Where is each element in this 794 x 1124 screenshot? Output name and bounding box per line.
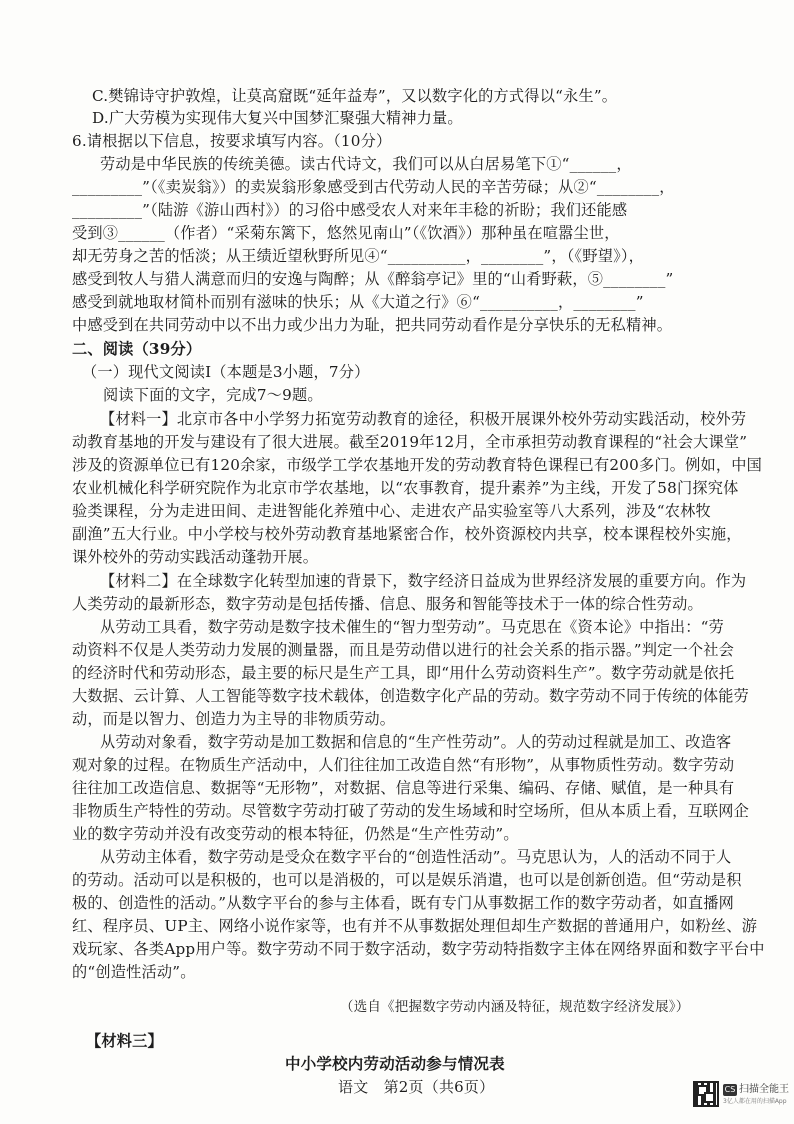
question-6-prompt: 6.请根据以下信息，按要求填写内容。（10分） bbox=[72, 132, 392, 150]
material-2-line: 的经济时代和劳动形态，最主要的标尺是生产工具，即“用什么劳动资料生产”。数字劳动就是依托 bbox=[72, 664, 735, 682]
q6-line: 劳动是中华民族的传统美德。读古代诗文，我们可以从白居易笔下①“______， bbox=[100, 155, 632, 173]
sub-heading: （一）现代文阅读Ⅰ（本题是3小题，7分） bbox=[82, 363, 370, 381]
table-title: 中小学校内劳动活动参与情况表 bbox=[285, 1054, 505, 1073]
q6-line: 中感受到在共同劳动中以不出力或少出力为耻，把共同劳动看作是分享快乐的无私精神。 bbox=[72, 316, 673, 334]
material-2-line: 动资料不仅是人类劳动力发展的测量器，而且是劳动借以进行的社会关系的指示器。”判定一个社会 bbox=[72, 641, 735, 659]
material-1-line: 农业机械化科学研究院作为北京市学农基地，以“农事教育，提升素养”为主线，开发了58门探究体 bbox=[72, 479, 739, 497]
material-2-line: 动，而是以智力、创造力为主导的非物质劳动。 bbox=[72, 710, 396, 728]
material-2-line: 从劳动主体看，数字劳动是受众在数字平台的“创造性活动”。马克思认为，人的活动不同于人 bbox=[100, 848, 732, 866]
material-2-line: 戏玩家、各类App用户等。数字劳动不同于数字活动，数字劳动特指数字主体在网络界面和数字平台中 bbox=[72, 940, 765, 958]
material-2-line: 从劳动工具看，数字劳动是数字技术催生的“智力型劳动”。马克思在《资本论》中指出：“劳 bbox=[100, 618, 725, 636]
material-2-line: 观对象的过程。在物质生产活动中，人们往往加工改造自然“有形物”，从事物质性劳动。数字劳动 bbox=[72, 756, 735, 774]
material-2-line: 大数据、云计算、人工智能等数字技术载体，创造数字化产品的劳动。数字劳动不同于传统的体能劳 bbox=[72, 687, 750, 705]
material-2-line: 非物质生产特性的劳动。尽管数字劳动打破了劳动的发生场域和时空场所，但从本质上看，互联网企 bbox=[72, 802, 750, 820]
material-2-line: 往往加工改造信息、数据等“无形物”，对数据、信息等进行采集、编码、存储、赋值，是一种具有 bbox=[72, 779, 735, 797]
material-1-line: 副渔”五大行业。中小学校与校外劳动教育基地紧密合作，校外资源校内共享，校本课程校外实施， bbox=[72, 525, 742, 543]
scanner-logo-icon: CS bbox=[724, 1085, 736, 1094]
material-2-line: 极的、创造性的活动。”从数字平台的参与主体看，既有专门从事数据工作的数字劳动者，如直播网 bbox=[72, 894, 735, 912]
option-c: C.樊锦诗守护敦煌，让莫高窟既“延年益寿”，又以数字化的方式得以“永生”。 bbox=[92, 87, 618, 105]
material-2-line: 【材料二】在全球数字化转型加速的背景下，数字经济日益成为世界经济发展的重要方向。作为 bbox=[100, 572, 747, 590]
material-2-line: 从劳动对象看，数字劳动是加工数据和信息的“生产性劳动”。人的劳动过程就是加工、改造客 bbox=[100, 733, 732, 751]
material-2-line: 的劳动。活动可以是积极的，也可以是消极的，可以是娱乐消遣，也可以是创新创造。但“劳动是积 bbox=[72, 871, 742, 889]
material-1-line: 动教育基地的开发与建设有了很大进展。截至2019年12月，全市承担劳动教育课程的“社会大课堂” bbox=[72, 433, 748, 451]
section-heading: 二、阅读（39分） bbox=[72, 340, 202, 358]
material-1-line: 涉及的资源单位已有120余家，市级学工学农基地开发的劳动教育特色课程已有200多门。例如，中国 bbox=[72, 456, 763, 474]
q6-line: 受到③______（作者）“采菊东篱下，悠然见南山”（《饮酒》）那种虽在喧嚣尘世， bbox=[72, 224, 620, 242]
qr-code-icon bbox=[693, 1081, 719, 1107]
source-citation: （选自《把握数字劳动内涵及特征，规范数字经济发展》） bbox=[340, 999, 690, 1015]
material-3-label: 【材料三】 bbox=[86, 1032, 163, 1050]
q6-line: _________”（陆游《游山西村》）的习俗中感受农人对来年丰稔的祈盼；我们还能感 bbox=[72, 201, 628, 219]
scanner-tagline: 3亿人都在用的扫描App bbox=[723, 1098, 787, 1105]
q6-line: 感受到就地取材简朴而别有滋味的快乐；从《大道之行》⑥“__________，________” bbox=[72, 293, 644, 311]
material-2-line: 业的数字劳动并没有改变劳动的根本特征，仍然是“生产性劳动”。 bbox=[72, 825, 519, 843]
material-2-line: 人类劳动的最新形态，数字劳动是包括传播、信息、服务和智能等技术于一体的综合性劳动。 bbox=[72, 595, 703, 613]
material-1-line: 验类课程，分为走进田间、走进智能化养殖中心、走进农产品实验室等八大系列，涉及“农林牧 bbox=[72, 502, 711, 520]
material-2-line: 红、程序员、UP主、网络小说作家等，也有并不从事数据处理但却生产数据的普通用户，如粉丝、游 bbox=[72, 917, 758, 935]
page-footer: 语文 第2页（共6页） bbox=[338, 1078, 495, 1096]
material-2-line: 的“创造性活动”。 bbox=[72, 963, 196, 981]
q6-line: 感受到牧人与猎人满意而归的安逸与陶醉；从《醉翁亭记》里的“山肴野蔌，⑤________” bbox=[72, 270, 674, 288]
instruction: 阅读下面的文字，完成7～9题。 bbox=[103, 386, 323, 404]
option-d: D.广大劳模为实现伟大复兴中国梦汇聚强大精神力量。 bbox=[92, 109, 463, 127]
scanner-brand: 扫描全能王 bbox=[739, 1084, 789, 1095]
material-1-line: 【材料一】北京市各中小学努力拓宽劳动教育的途径，积极开展课外校外劳动实践活动，校外劳 bbox=[100, 410, 747, 428]
material-1-line: 课外校外的劳动实践活动蓬勃开展。 bbox=[72, 548, 319, 566]
q6-line: _________”（《卖炭翁》）的卖炭翁形象感受到古代劳动人民的辛苦劳碌；从②“________， bbox=[72, 178, 675, 196]
q6-line: 却无劳身之苦的恬淡；从王绩近望秋野所见④“__________，________”，（《野望》）， bbox=[72, 247, 645, 265]
